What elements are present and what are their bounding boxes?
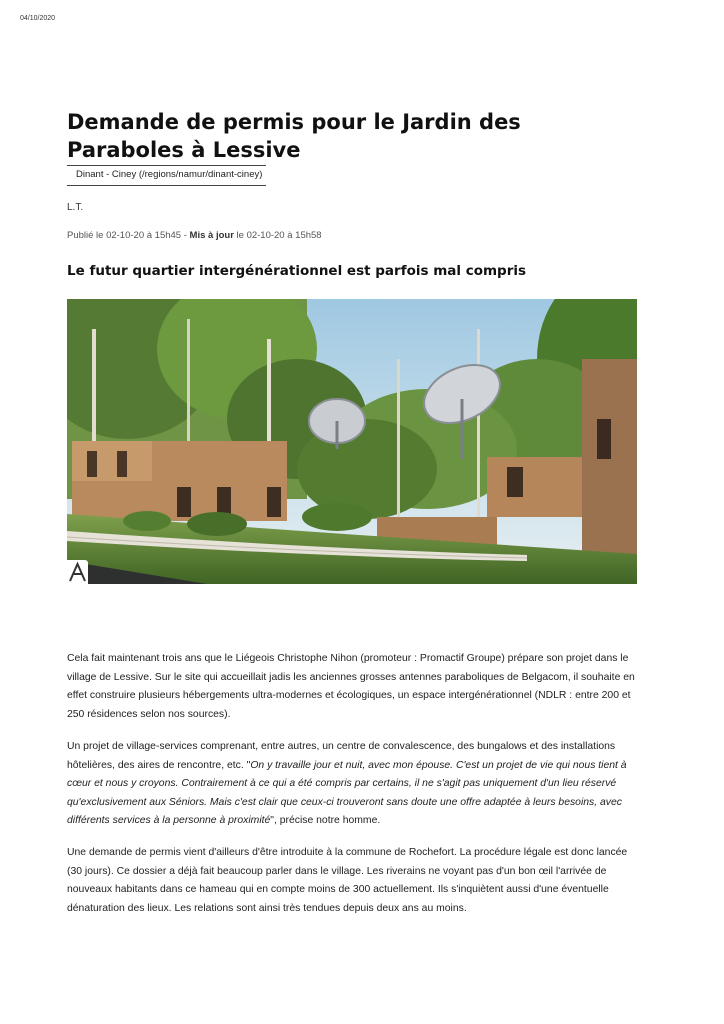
author: L.T.	[67, 202, 84, 213]
paragraph-3	[67, 844, 645, 918]
paragraph-2-outro: ", précise notre homme.	[270, 815, 381, 826]
paragraph-1	[67, 650, 645, 724]
print-date: 04/10/2020	[20, 15, 56, 22]
published-label: Publié le 02-10-20 à 15h45 -	[67, 230, 187, 241]
article-photo	[67, 299, 637, 584]
article-subtitle: Le futur quartier intergénérationnel est parfois mal compris	[67, 263, 527, 279]
breadcrumb-rule-bottom	[67, 185, 266, 186]
publication-date	[67, 230, 322, 241]
paragraph-2	[67, 738, 645, 831]
article-title: Demande de permis pour le Jardin des Paraboles à Lessive	[67, 110, 521, 162]
paragraph-3-text: Une demande de permis vient d'ailleurs d'être introduite à la commune de Rochefort. La procédure légale est donc lancée (30 jours). Ce dossier a déjà fait beaucoup parler dans le village. Les riverains ne voyant pas d'un bon œil l'arrivée de nouveaux habitants dans ce hameau qui en compte moins de 300 actuellement. Ils s'inquiètent aussi d'une éventuelle dénaturation des lieux. Les relations sont ainsi très tendues depuis deux ans au moins.	[67, 847, 628, 914]
rendering-illustration	[67, 299, 637, 584]
architect-logo-icon	[67, 560, 88, 584]
updated-label: Mis à jour	[189, 230, 234, 241]
paragraph-2-quote: On y travaille jour et nuit, avec mon épouse. C'est un projet de vie qui nous tient à cœur et nous y croyons. Contrairement à ce qui a été compris par certains, il ne s'agit pas uniquement d'un lieu réservé qu'exclusivement aux Séniors. Mais c'est clair que ceux-ci trouveront sans doute une offre adaptée à leurs besoins, avec différents services à la personne à proximité	[67, 759, 627, 826]
updated-value: le 02-10-20 à 15h58	[236, 230, 322, 241]
paragraph-2-intro: Un projet de village-services comprenant, entre autres, un centre de convalescence, des bungalows et des installations hôtelières, des aires de rencontre, etc. "	[67, 741, 616, 771]
paragraph-1-text: Cela fait maintenant trois ans que le Liégeois Christophe Nihon (promoteur : Promactif Groupe) prépare son projet dans le village de Lessive. Sur le site qui accueillait jadis les anciennes grosses antennes paraboliques de Belgacom, il souhaite en effet construire plusieurs hébergements ultra-modernes et écologiques, un espace intergénérationnel (NDLR : entre 200 et 250 résidences selon nos sources).	[67, 653, 635, 720]
breadcrumb[interactable]: Dinant - Ciney (/regions/namur/dinant-ciney)	[76, 169, 263, 180]
breadcrumb-rule-top	[67, 165, 266, 166]
